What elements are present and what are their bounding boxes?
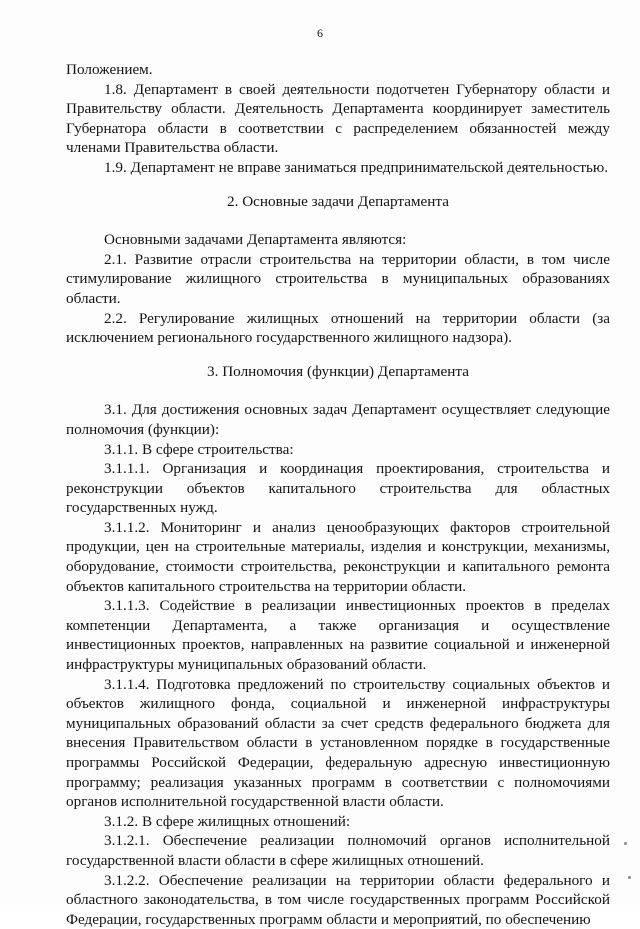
paragraph-2-2: 2.2. Регулирование жилищных отношений на территории области (за исключением регионального государственного жилищного надзора). — [66, 309, 610, 347]
section-heading-3: 3. Полномочия (функции) Департамента — [207, 362, 469, 380]
paragraph-3-1-1: 3.1.1. В сфере строительства: — [104, 440, 294, 458]
document-body — [66, 60, 610, 929]
paragraph-3-1: 3.1. Для достижения основных задач Департамент осуществляет следующие полномочия (функции): — [66, 401, 610, 438]
paragraph-3-1-1-2: 3.1.1.2. Мониторинг и анализ ценообразующих факторов строительной продукции, цен на строительные материалы, изделия и конструкции, механизмы, оборудование, стоимости строительства, реконструкции и капитального ремонта объектов капитального строительства на территории области. — [66, 518, 610, 595]
paragraph-3-1-1-3: 3.1.1.3. Содействие в реализации инвестиционных проектов в пределах компетенции Департамента, а также организация и осуществление инвестиционных проектов, направленных на развитие социальной и инженерной инфраструктуры муниципальных образований области. — [66, 597, 610, 674]
paragraph-continuation: Положением. — [66, 61, 153, 78]
paragraph-3-1-2-2: 3.1.2.2. Обеспечение реализации на территории области федерального и областного законодательства, в том числе государственных программ Российской Федерации, государственных программ области и мероприятий, по обеспечению — [66, 871, 610, 928]
paragraph-3-1-2-1: 3.1.2.1. Обеспечение реализации полномочий органов исполнительной государственной власти области в сфере жилищных отношений. — [66, 832, 610, 869]
section-heading-2: 2. Основные задачи Департамента — [227, 192, 449, 210]
paragraph-1-8: 1.8. Департамент в своей деятельности подотчетен Губернатору области и Правительству области. Деятельность Департамента координирует заместитель Губернатора области в соответствии с распределением обязанностей между членами Правительства области. — [66, 80, 610, 157]
paragraph-1-9: 1.9. Департамент не вправе заниматься предпринимательской деятельностью. — [104, 158, 609, 176]
paragraph-2-1: 2.1. Развитие отрасли строительства на территории области, в том числе стимулирование жилищного строительства в муниципальных образованиях области. — [66, 250, 610, 307]
paragraph-3-1-1-1: 3.1.1.1. Организация и координация проектирования, строительства и реконструкции объектов капитального строительства для областных государственных нужд. — [66, 460, 610, 517]
scan-speck — [628, 876, 631, 879]
paragraph-section-2-intro: Основными задачами Департамента являются: — [104, 231, 407, 249]
page-number: 6 — [317, 26, 323, 40]
paragraph-3-1-1-4: 3.1.1.4. Подготовка предложений по строительству социальных объектов и объектов жилищного фонда, социальной и инженерной инфраструктуры муниципальных образований области за счет средств федерального бюджета для внесения Правительством области в установленном порядке в государственные программы Российской Федерации, федеральную адресную инвестиционную программу; реализация указанных программ в соответствии с полномочиями органов исполнительной государственной власти области. — [66, 675, 610, 811]
paragraph-3-1-2: 3.1.2. В сфере жилищных отношений: — [104, 812, 351, 830]
scan-speck — [624, 842, 627, 845]
